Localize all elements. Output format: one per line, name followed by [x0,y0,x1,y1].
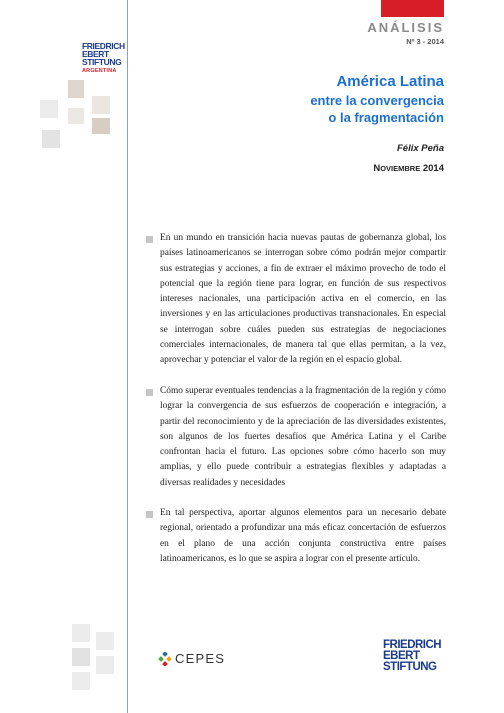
paragraph-bullet [146,511,153,518]
cepes-logo [158,651,248,667]
cepes-text: CEPES [175,651,226,666]
author-name: Félix Peña [397,143,444,154]
date-month-rest: OVIEMBRE [380,164,421,173]
paragraph-text: En un mundo en transición hacia nuevas pautas de gobernanza global, los países latinoamericanos se interrogan sobre cómo podrán mejor compartir sus estrategias y acciones, a fin de extraer el máximo provecho de todo el potencial que la región tiene para lograr, en función de sus respectivos intereses nacionales, una participación activa en el comercio, en las inversiones y en las articulaciones productivas transnacionales. En especial se interrogan sobre cuáles pueden sus estrategias de negociaciones comerciales internacionales, de manera tal que ellas permitan, a la vez, aprovechar y potenciar el valor de la región en el espacio global. [160,233,446,366]
fes-logo-top [82,42,126,75]
logo-line-1: FRIEDRICH [383,639,442,651]
publication-date [250,163,444,174]
fes-logo-bottom [383,640,445,673]
paragraph-bullet [146,236,153,243]
date-year: 2014 [422,163,444,174]
logo-line-3: STIFTUNG [383,661,437,673]
logo-line-2: EBERT [82,49,109,59]
date-month-initial: N [373,163,381,174]
paragraph-bullet [146,389,153,396]
paragraph-text: En tal perspectiva, aportar algunos elementos para un necesario debate regional, orientado a profundizar una más eficaz concertación de esfuerzos en el plano de una acción conjunta constructiva entre países latinoamericanos, es lo que se aspira a lograr con el presente artículo. [160,508,446,564]
title-line-2: entre la convergencia [310,93,444,108]
issue-number: Nº 3 - 2014 [406,37,444,46]
logo-line-2: EBERT [383,650,420,662]
header-red-bar [381,0,444,17]
title-line-1: América Latina [336,73,444,90]
series-label: ANÁLISIS [367,20,444,35]
paragraph-text: Cómo superar eventuales tendencias a la fragmentación de la región y cómo lograr la convergencia de sus esfuerzos de cooperación e integración, a partir del reconocimiento y de la apreciación de las diversidades existentes, son algunos de los fuertes desafíos que América Latina y el Caribe confrontan hacia el futuro. Las opciones sobre cómo hacerlo son muy amplias, y ello puede contribuir a estrategias flexibles y adaptadas a diversas realidades y necesidades [160,386,446,488]
left-vertical-rule [127,0,128,713]
logo-country: ARGENTINA [82,68,117,74]
logo-line-1: FRIEDRICH [82,41,125,51]
logo-line-3: STIFTUNG [82,57,122,67]
cepes-diamond-icon [158,652,172,666]
title-line-3: o la fragmentación [328,110,444,125]
